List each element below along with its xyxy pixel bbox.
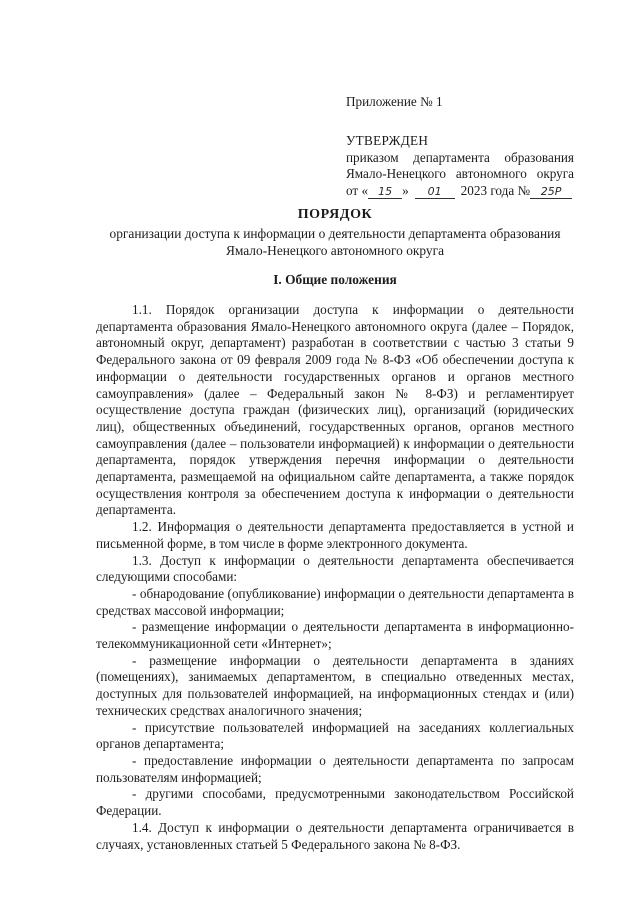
list-item-internet: - размещение информации о деятельности департамента в информационно-телекоммуникационной сети «Интернет»; — [96, 619, 574, 652]
order-date-line — [346, 183, 574, 200]
document-subtitle-line-2: Ямало-Ненецкого автономного округа — [225, 243, 445, 258]
approved-label: УТВЕРЖДЕН — [346, 132, 429, 148]
order-line-1: приказом департамента образования — [346, 149, 574, 165]
handwritten-day: 15 — [368, 185, 402, 199]
list-item-other-ways: - другими способами, предусмотренными законодательством Российской Федерации. — [96, 786, 574, 819]
list-item-publication: - обнародование (опубликование) информации о деятельности департамента в средствах массовой информации; — [96, 585, 574, 618]
date-year: 2023 года № — [460, 183, 531, 199]
date-prefix: от « — [346, 183, 369, 199]
order-line-2: Ямало-Ненецкого автономного округа — [346, 166, 574, 182]
paragraph-1-3: 1.3. Доступ к информации о деятельности департамента обеспечивается следующими способами: — [96, 552, 574, 585]
approval-block — [346, 94, 574, 200]
paragraph-1-1: 1.1. Порядок организации доступа к информации о деятельности департамента образования Ямало-Ненецкого автономного округа (далее – Порядок, автономный округ, департамент) разработан в соответствии с частью 3 статьи 9 Федерального закона от 09 февраля 2009 года № 8-ФЗ «Об обеспечении доступа к информации о деятельности государственных органов и органов местного самоуправления» (далее – Федеральный закон № 8-ФЗ) и регламентирует осуществление доступа граждан (физических лиц), организаций (юридических лиц), общественных объединений, государственных органов, органов местного самоуправления (далее – пользователи информацией) к информации о деятельности департамента, порядок утверждения перечня информации о деятельности департамента, размещаемой на официальном сайте департамента, а также порядок осуществления контроля за обеспечением доступа к информации о деятельности департамента. — [96, 302, 574, 518]
annex-label: Приложение № 1 — [346, 94, 443, 109]
list-item-attendance: - присутствие пользователей информацией на заседаниях коллегиальных органов департамента; — [96, 719, 574, 752]
paragraph-1-2: 1.2. Информация о деятельности департамента предоставляется в устной и письменной форме, в том числе в форме электронного документа. — [96, 519, 574, 551]
document-body — [96, 302, 574, 853]
document-title-block — [96, 206, 574, 259]
document-subtitle-line-1: организации доступа к информации о деятельности департамента образования — [109, 226, 561, 241]
paragraph-1-4: 1.4. Доступ к информации о деятельности департамента ограничивается в случаях, установленных статьей 5 Федерального закона № 8-ФЗ. — [96, 819, 574, 852]
date-mid: » — [402, 183, 409, 199]
list-item-requests: - предоставление информации о деятельности департамента по запросам пользователям информацией; — [96, 752, 574, 785]
handwritten-order-number: 25Р — [530, 185, 572, 199]
list-item-premises: - размещение информации о деятельности департамента в зданиях (помещениях), занимаемых департаментом, в специально отведенных местах, доступных для пользователей информацией, на информационных стендах и (или) технических средствах аналогичного значения; — [96, 652, 574, 718]
document-title: ПОРЯДОК — [297, 207, 373, 222]
section-heading: I. Общие положения — [273, 272, 397, 287]
handwritten-month: 01 — [415, 185, 455, 199]
